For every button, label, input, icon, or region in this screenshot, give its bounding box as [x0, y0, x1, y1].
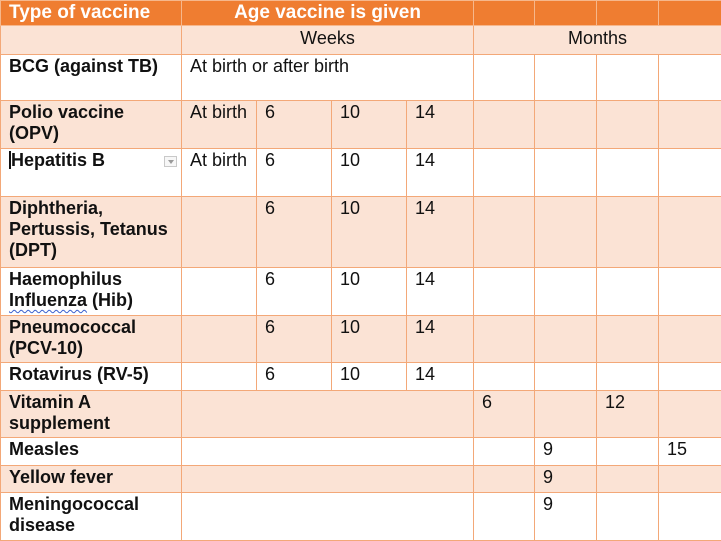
- weeks-value: 6: [257, 149, 332, 197]
- weeks-value: 6: [257, 101, 332, 149]
- weeks-value: 14: [407, 267, 474, 315]
- row-hib: [1, 267, 721, 315]
- vaccine-name-part: (Hib): [87, 289, 133, 310]
- row-pneumococcal: [1, 315, 721, 363]
- months-value: 6: [474, 390, 535, 438]
- spellcheck-underlined-word: Influenza: [9, 289, 88, 310]
- vaccine-name: Diphtheria, Pertussis, Tetanus (DPT): [1, 196, 182, 267]
- vaccine-name: Yellow fever: [1, 465, 182, 492]
- row-dpt: [1, 196, 721, 267]
- vaccine-name: Pneumococcal (PCV-10): [1, 315, 182, 363]
- months-value: 15: [659, 438, 721, 465]
- weeks-value: 10: [332, 267, 407, 315]
- vaccine-name: Meningococcal disease: [1, 493, 182, 541]
- vaccine-name: Hepatitis B: [11, 150, 106, 171]
- months-value: 9: [535, 465, 597, 492]
- weeks-value: 6: [257, 315, 332, 363]
- weeks-value: 14: [407, 196, 474, 267]
- header-age-given: Age vaccine is given: [182, 1, 474, 26]
- weeks-value: 14: [407, 315, 474, 363]
- row-meningococcal: [1, 493, 721, 541]
- weeks-value: 6: [257, 267, 332, 315]
- row-rotavirus: [1, 363, 721, 390]
- row-yellow-fever: [1, 465, 721, 492]
- subheader-months: Months: [474, 26, 721, 54]
- vaccine-name-part: Haemophilus: [9, 268, 123, 289]
- weeks-value: 10: [332, 315, 407, 363]
- weeks-value: 10: [332, 101, 407, 149]
- months-value: 12: [597, 390, 659, 438]
- weeks-value: At birth or after birth: [182, 54, 474, 101]
- weeks-value: 14: [407, 101, 474, 149]
- vaccine-name: BCG (against TB): [1, 54, 182, 101]
- row-vitamin-a: [1, 390, 721, 438]
- cell-dropdown-arrow-icon[interactable]: [164, 156, 177, 167]
- row-hepatitis-b: [1, 149, 721, 197]
- vaccine-name: Rotavirus (RV-5): [1, 363, 182, 390]
- weeks-value: At birth: [182, 101, 257, 149]
- header-row: [1, 1, 721, 26]
- weeks-value: 10: [332, 196, 407, 267]
- weeks-value: 10: [332, 149, 407, 197]
- header-type-of-vaccine: Type of vaccine: [1, 1, 182, 26]
- subheader-weeks: Weeks: [182, 26, 474, 54]
- vaccine-name: Vitamin A supplement: [1, 390, 182, 438]
- months-value: 9: [535, 493, 597, 541]
- row-measles: [1, 438, 721, 465]
- weeks-value: 6: [257, 363, 332, 390]
- weeks-value: 6: [257, 196, 332, 267]
- weeks-value: 14: [407, 149, 474, 197]
- weeks-value: At birth: [182, 149, 257, 197]
- vaccine-name: Measles: [1, 438, 182, 465]
- vaccine-name: [1, 267, 182, 315]
- weeks-value: 10: [332, 363, 407, 390]
- row-bcg: [1, 54, 721, 101]
- row-polio: [1, 101, 721, 149]
- vaccine-name-cell[interactable]: [1, 149, 182, 197]
- subheader-row: [1, 26, 721, 54]
- months-value: 9: [535, 438, 597, 465]
- vaccine-name: Polio vaccine (OPV): [1, 101, 182, 149]
- weeks-value: 14: [407, 363, 474, 390]
